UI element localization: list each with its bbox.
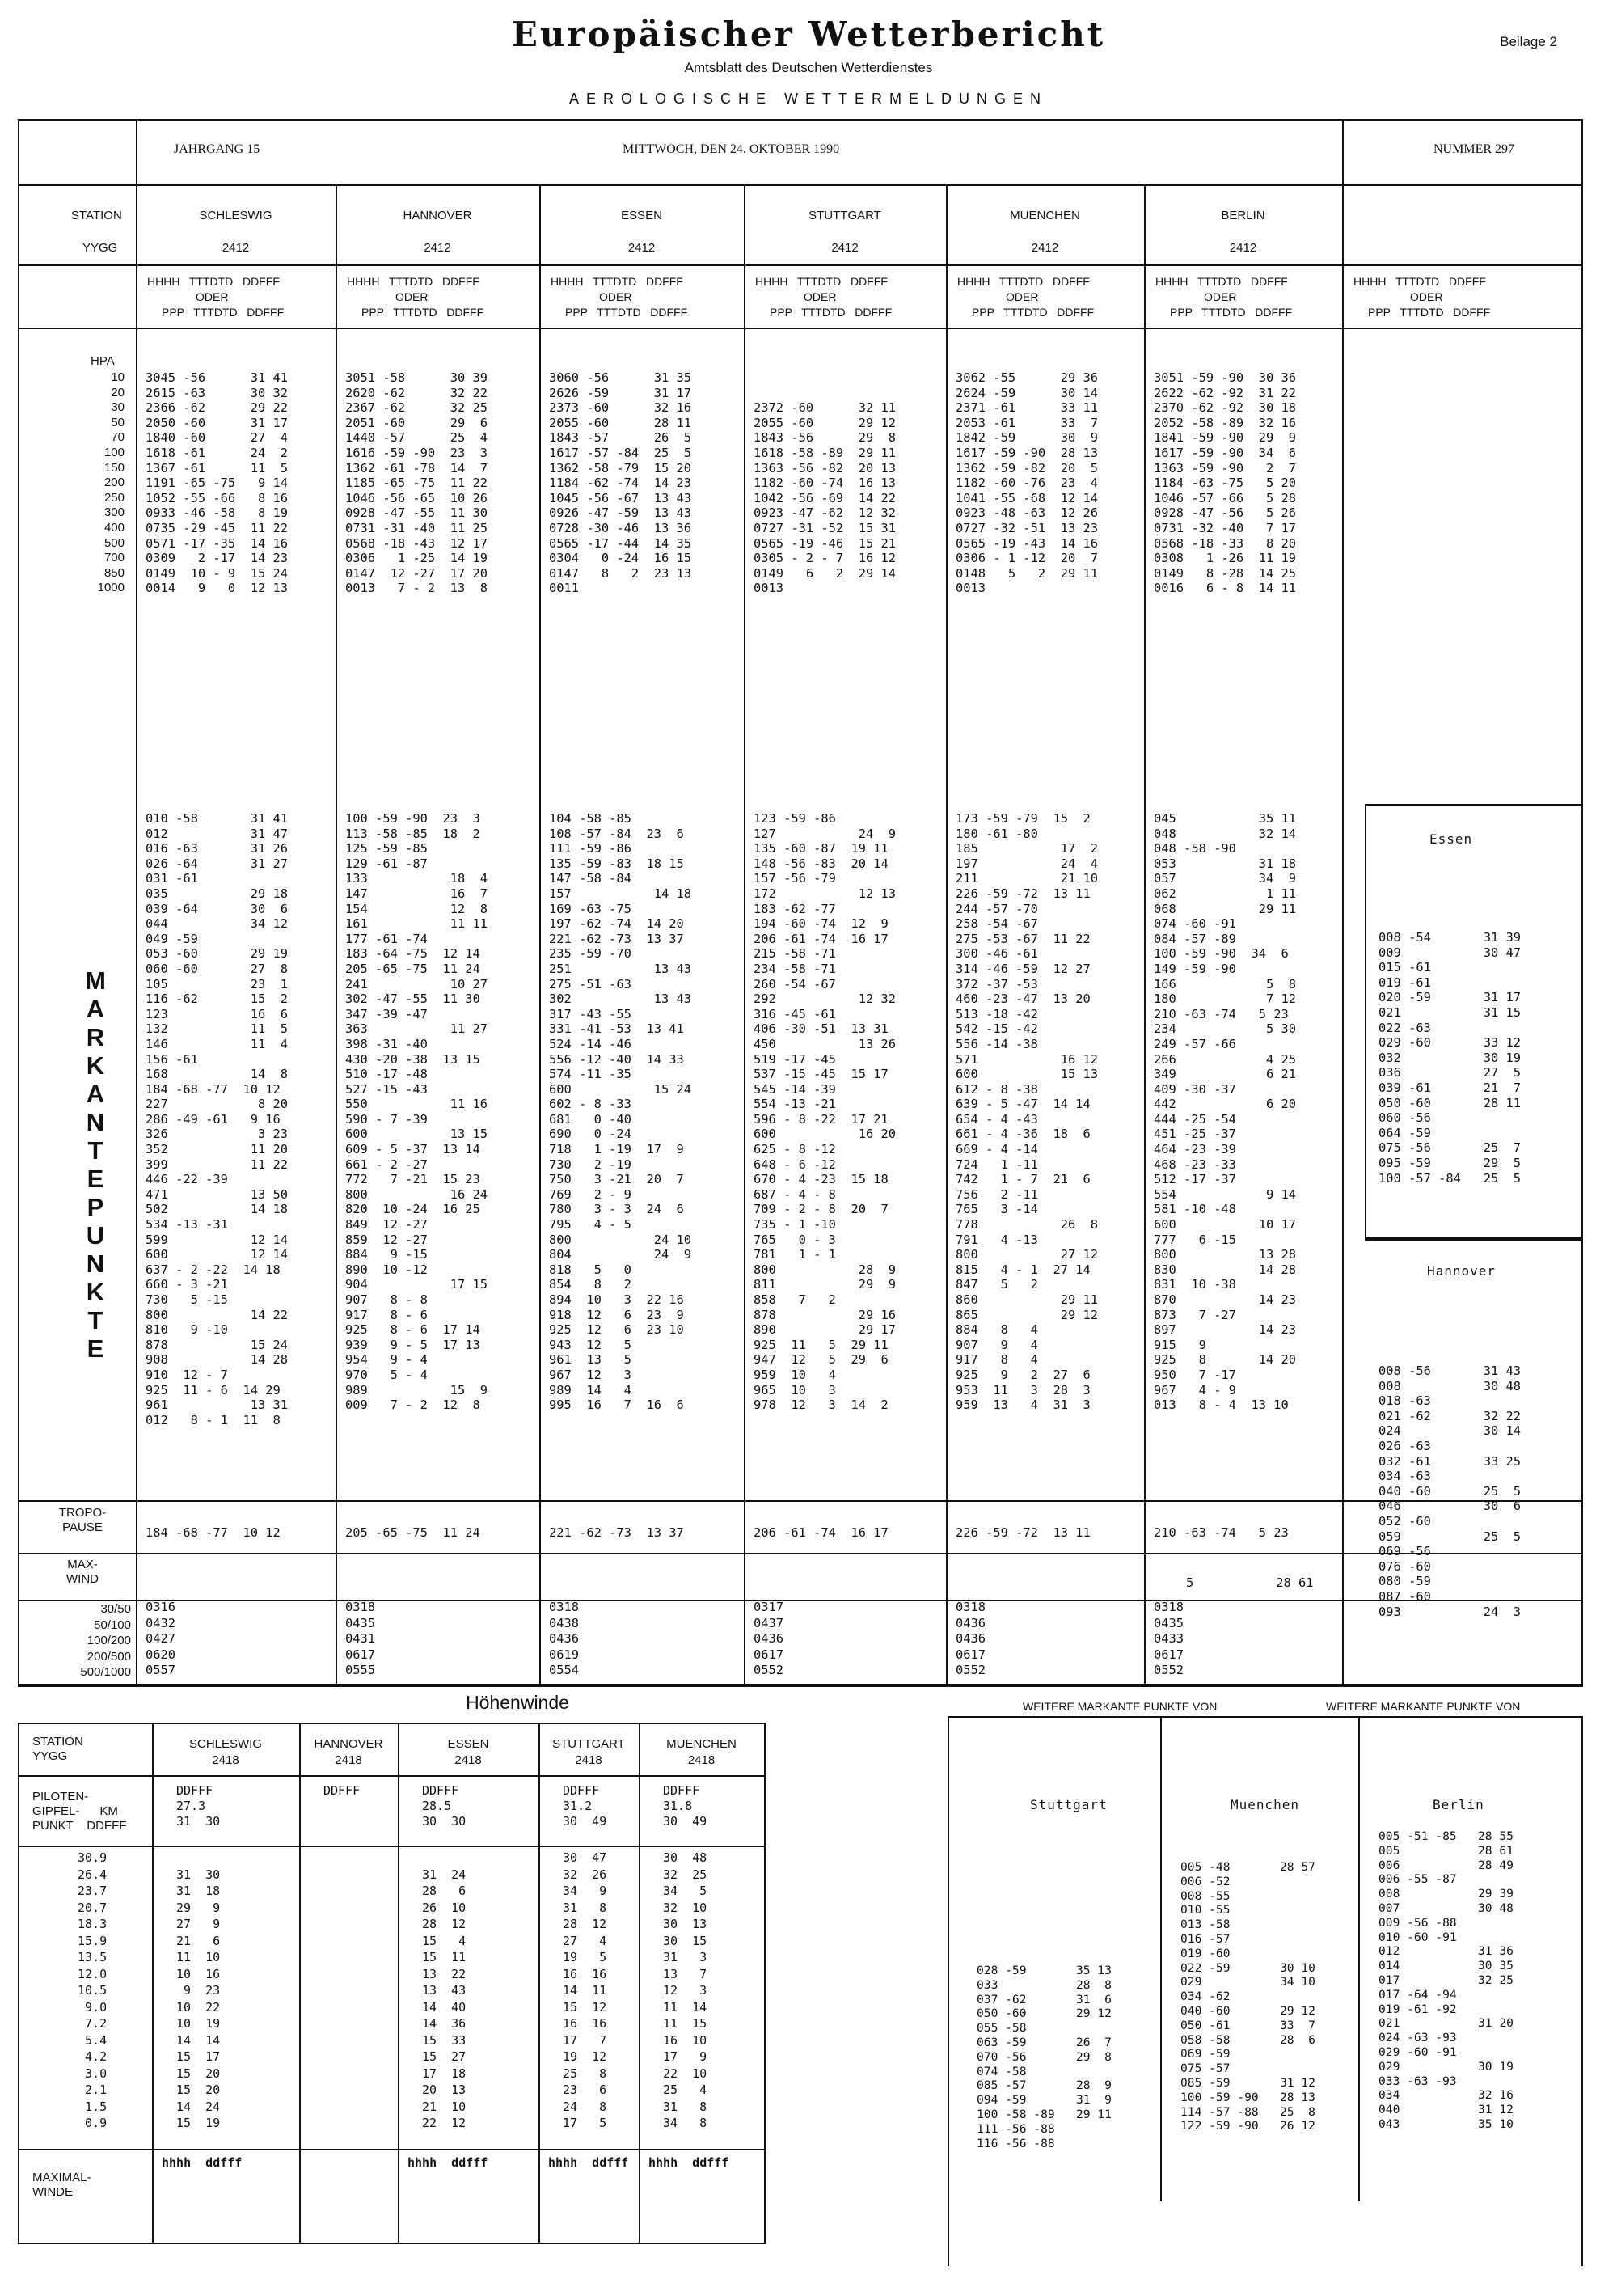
weitere-label-2: WEITERE MARKANTE PUNKTE VON: [1326, 1700, 1521, 1713]
hpa-level: 50: [111, 415, 125, 429]
station-label: STATION: [71, 209, 122, 222]
column-header-line3: PPP TTTDTD DDFFF: [1368, 306, 1491, 319]
hw-pilot-label: PILOTEN- GIPFEL- KM PUNKT DDFFF: [32, 1790, 127, 1833]
hpa-level: 200: [103, 476, 125, 490]
column-header-line2: ODER: [1204, 290, 1237, 303]
significant-points-data: 045 35 11 048 32 14 048 -58 -90 053 31 18 057 34 9 062 1 11 068 29 11 074 -60 -91 084 -57 -89 100 -59 -90 34 6 149 -59 -90 166 5 8 180 7 12 210 -63 -74 5 23 234 5 30 249 -57 -66 266 4 25 349 6 21 409 -30 -37 442 6 20 444 -25 -54 451 -25 -37 464 -23 -39 468 -23 -33 512 -17 -37 554 9 14 581 -10 -48 600 10 17 777 6 -15 800 13 28 830 14 28 831 10 -38 870 14 23 873 7 -27 897 14 23 915 9 925 8 14 20 950 7 -17 967 4 - 9 013 8 - 4 13 10: [1154, 811, 1297, 1413]
column-header-line3: PPP TTTDTD DDFFF: [361, 306, 484, 319]
tropopause-data: 206 -61 -74 16 17: [754, 1525, 889, 1540]
markante-letter: R: [86, 1023, 105, 1051]
tropopause-data: 226 -59 -72 13 11: [956, 1525, 1091, 1540]
station-name: MUENCHEN: [1010, 209, 1080, 222]
issue-number: NUMMER 297: [1433, 142, 1515, 156]
markante-punkte-label: [79, 966, 112, 1363]
column-header: [957, 274, 1138, 320]
layer-thickness-data: 0316 0432 0427 0620 0557: [146, 1600, 176, 1678]
hw-max-label: MAXIMAL- WINDE: [32, 2171, 91, 2199]
column-header: [755, 274, 939, 320]
markante-letter: K: [86, 1278, 105, 1306]
hw-peak-data: DDFFF: [323, 1783, 361, 1798]
maxwind-label: MAX- WIND: [66, 1558, 99, 1586]
column-header-line1: HHHH TTTDTD DDFFF: [147, 275, 280, 288]
column-header: [551, 274, 737, 320]
layer-thickness-data: 0318 0435 0431 0617 0555: [345, 1600, 376, 1678]
hw-wind-data: 30 47 32 26 34 9 31 8 28 12 27 4 19 5 16 16 14 11 15 12 16 16 17 7 19 12 25 8 23 6 24 8 17 5: [563, 1850, 607, 2130]
hw-station-yygg: 2418: [454, 1753, 482, 1767]
column-header-line2: ODER: [1410, 290, 1443, 303]
column-header-line1: HHHH TTTDTD DDFFF: [755, 275, 888, 288]
markante-letter: A: [86, 995, 105, 1023]
station-yygg: 2412: [424, 241, 451, 255]
standard-levels-data: 3062 -55 29 36 2624 -59 30 14 2371 -61 33 11 2053 -61 33 7 1842 -59 30 9 1617 -59 -90 28 13 1362 -59 -82 20 5 1182 -60 -76 23 4 1041 -55 -68 12 14 0923 -48 -63 12 26 0727 -32 -51 13 23 0565 -19 -43 14 16 0306 - 1 -12 20 7 0148 5 2 29 11 0013: [956, 370, 1099, 596]
column-header-line3: PPP TTTDTD DDFFF: [565, 306, 688, 319]
significant-points-data: 123 -59 -86 127 24 9 135 -60 -87 19 11 148 -56 -83 20 14 157 -56 -79 172 12 13 183 -62 -77 194 -60 -74 12 9 206 -61 -74 16 17 215 -58 -71 234 -58 -71 260 -54 -67 292 12 32 316 -45 -61 406 -30 -51 13 31 450 13 26 519 -17 -45 537 -15 -45 15 17 545 -14 -39 554 -13 -21 596 - 8 -22 17 21 600 16 20 625 - 8 -12 648 - 6 -12 670 - 4 -23 15 18 687 - 4 - 8 709 - 2 - 8 20 7 735 - 1 -10 765 0 - 3 781 1 - 1 800 28 9 811 29 9 858 7 2 878 29 16 890 29 17 925 11 5 29 11 947 12 5 29 6 959 10 4 965 10 3 978 12 3 14 2: [754, 811, 897, 1413]
hpa-level: 1000: [97, 581, 125, 595]
column-header-line2: ODER: [395, 290, 429, 303]
station-yygg: 2412: [831, 241, 859, 255]
hw-station-name: HANNOVER: [314, 1737, 383, 1751]
standard-levels-data: 3051 -58 30 39 2620 -62 32 22 2367 -62 32 25 2051 -60 29 6 1440 -57 25 4 1616 -59 -90 23 3 1362 -61 -78 14 7 1185 -65 -75 11 22 1046 -56 -65 10 26 0928 -47 -55 11 30 0731 -31 -40 11 25 0568 -18 -43 12 17 0306 1 -25 14 19 0147 12 -27 17 20 0013 7 - 2 13 8: [345, 370, 488, 596]
column-header-line2: ODER: [196, 290, 229, 303]
weitere-stuttgart-data: 028 -59 35 13 033 28 8 037 -62 31 6 050 -60 29 12 055 -58 063 -59 26 7 070 -56 29 8 074 -58 085 -57 28 9 094 -59 31 9 100 -58 -89 29 11 111 -56 -88 116 -56 -88: [977, 1964, 1112, 2150]
markante-letter: K: [86, 1051, 105, 1080]
hpa-levels: [78, 370, 125, 596]
markante-letter: T: [87, 1136, 103, 1165]
hw-station-yygg: 2418: [335, 1753, 362, 1767]
hw-wind-data: 31 30 31 18 29 9 27 9 21 6 11 10 10 16 9 23 10 22 10 19 14 14 15 17 15 20 15 20 14 24 15 19: [176, 1867, 221, 2130]
weitere-muenchen-title: Muenchen: [1231, 1797, 1300, 1812]
hw-peak-data: DDFFF 28.5 30 30: [422, 1783, 467, 1829]
hw-station-yygg: 2418: [575, 1753, 602, 1767]
side-box-hannover: [1365, 1237, 1583, 1239]
hw-station-label: STATION YYGG: [32, 1735, 83, 1763]
hw-levels: 30.9 26.4 23.7 20.7 18.3 15.9 13.5 12.0 10.5 9.0 7.2 5.4 4.2 3.0 2.1 1.5 0.9: [78, 1850, 108, 2130]
hw-max-data: hhhh ddfff: [648, 2155, 729, 2170]
hpa-level: 250: [103, 490, 125, 505]
station-name: BERLIN: [1221, 209, 1265, 222]
standard-levels-data: 3051 -59 -90 30 36 2622 -62 -92 31 22 2370 -62 -92 30 18 2052 -58 -89 32 16 1841 -59 -90 29 9 1617 -59 -90 34 6 1363 -59 -90 2 7 1184 -63 -75 5 20 1046 -57 -66 5 28 0928 -47 -56 5 26 0731 -32 -40 7 17 0568 -18 -33 8 20 0308 1 -26 11 19 0149 8 -28 14 25 0016 6 - 8 14 11: [1154, 370, 1297, 596]
column-header-line1: HHHH TTTDTD DDFFF: [551, 275, 683, 288]
column-header-empty: [1353, 274, 1577, 320]
column-header-line2: ODER: [1006, 290, 1039, 303]
column-header-line3: PPP TTTDTD DDFFF: [770, 306, 893, 319]
yygg-label: YYGG: [82, 241, 118, 255]
layer-thickness-data: 0318 0438 0436 0619 0554: [549, 1600, 580, 1678]
column-header-line1: HHHH TTTDTD DDFFF: [347, 275, 479, 288]
standard-levels-data: 2372 -60 32 11 2055 -60 29 12 1843 -56 29 8 1618 -58 -89 29 11 1363 -56 -82 20 13 1182 -60 -74 16 13 1042 -56 -69 14 22 0923 -47 -62 12 32 0727 -31 -52 15 31 0565 -19 -46 15 21 0305 - 2 - 7 16 12 0149 6 2 29 14 0013: [754, 400, 897, 596]
hpa-level: 70: [111, 430, 125, 445]
column-header-line1: HHHH TTTDTD DDFFF: [1155, 275, 1288, 288]
markante-letter: U: [86, 1221, 105, 1249]
hpa-level: 700: [103, 551, 125, 565]
tropopause-data: 184 -68 -77 10 12: [146, 1525, 281, 1540]
markante-letter: E: [87, 1165, 104, 1193]
station-name: STUTTGART: [808, 209, 881, 222]
hw-max-data: hhhh ddfff: [548, 2155, 629, 2170]
tropopause-label: TROPO- PAUSE: [58, 1506, 107, 1534]
hw-station-name: MUENCHEN: [666, 1737, 737, 1751]
side-hannover-data: 008 -56 31 43 008 30 48 018 -63 021 -62 32 22 024 30 14 026 -63 032 -61 33 25 034 -63 040 -60 25 5 046 30 6 052 -60 059 25 5 069 -56 076 -60 080 -59 087 -60 093 24 3: [1378, 1364, 1522, 1619]
hpa-level: 300: [103, 505, 125, 520]
station-name: SCHLESWIG: [199, 209, 272, 222]
maxwind-data: 5 28 61: [1186, 1575, 1314, 1590]
hw-peak-data: DDFFF 31.2 30 49: [563, 1783, 607, 1829]
hpa-level: 20: [111, 385, 125, 400]
station-yygg: 2412: [1229, 241, 1257, 255]
hpa-level: 10: [111, 370, 125, 384]
station-name: ESSEN: [621, 209, 662, 222]
significant-points-data: 100 -59 -90 23 3 113 -58 -85 18 2 125 -59 -85 129 -61 -87 133 18 4 147 16 7 154 12 8 161 11 11 177 -61 -74 183 -64 -75 12 14 205 -65 -75 11 24 241 10 27 302 -47 -55 11 30 347 -39 -47 363 11 27 398 -31 -40 430 -20 -38 13 15 510 -17 -48 527 -15 -43 550 11 16 590 - 7 -39 600 13 15 609 - 5 -37 13 14 661 - 2 -27 772 7 -21 15 23 800 16 24 820 10 -24 16 25 849 12 -27 859 12 -27 884 9 -15 890 10 -12 904 17 15 907 8 - 8 917 8 - 6 925 8 - 6 17 14 939 9 - 5 17 13 954 9 - 4 970 5 - 4 989 15 9 009 7 - 2 12 8: [345, 811, 488, 1413]
volume-label: JAHRGANG 15: [174, 142, 260, 156]
section-title: AEROLOGISCHE WETTERMELDUNGEN: [568, 91, 1049, 107]
side-hannover-title: Hannover: [1427, 1263, 1497, 1279]
column-header-line3: PPP TTTDTD DDFFF: [972, 306, 1095, 319]
hw-station-name: ESSEN: [447, 1737, 489, 1751]
weitere-muenchen-data: 005 -48 28 57 006 -52 008 -55 010 -55 013 -58 016 -57 019 -60 022 -59 30 10 029 34 10 034 -62 040 -60 29 12 050 -61 33 7 058 -58 28 6 069 -59 075 -57 085 -59 31 12 100 -59 -90 28 13 114 -57 -88 25 8 122 -59 -90 26 12: [1180, 1860, 1315, 2133]
column-header-line1: HHHH TTTDTD DDFFF: [1353, 275, 1486, 288]
tropopause-data: 205 -65 -75 11 24: [345, 1525, 480, 1540]
supplement-label: Beilage 2: [1500, 34, 1557, 49]
column-header-line2: ODER: [804, 290, 837, 303]
column-header: [347, 274, 533, 320]
markante-letter: T: [87, 1306, 103, 1334]
layer-thickness-data: 0318 0436 0436 0617 0552: [956, 1600, 986, 1678]
station-yygg: 2412: [1031, 241, 1059, 255]
hw-station-name: SCHLESWIG: [188, 1737, 262, 1751]
weitere-stuttgart-title: Stuttgart: [1030, 1797, 1108, 1812]
column-header-line2: ODER: [599, 290, 632, 303]
side-essen-title: Essen: [1429, 831, 1473, 847]
hw-wind-data: 31 24 28 6 26 10 28 12 15 4 15 11 13 22 13 43 14 40 14 36 15 33 15 27 17 18 20 13 21 10 22 12: [422, 1867, 467, 2130]
layer-labels: 30/50 50/100 100/200 200/500 500/1000: [80, 1602, 131, 1680]
hw-max-data: hhhh ddfff: [407, 2155, 488, 2170]
hpa-level: 150: [103, 460, 125, 475]
column-header: [147, 274, 329, 320]
weitere-berlin-title: Berlin: [1433, 1797, 1484, 1812]
report-subtitle: Amtsblatt des Deutschen Wetterdienstes: [684, 60, 933, 75]
weitere-berlin-data: 005 -51 -85 28 55 005 28 61 006 28 49 006 -55 -87 008 29 39 007 30 48 009 -56 -88 010 -60 -91 012 31 36 014 30 35 017 32 25 017 -64 -94 019 -61 -92 021 31 20 024 -63 -93 029 -60 -91 029 30 19 033 -63 -93 034 32 16 040 31 12 043 35 10: [1378, 1829, 1514, 2131]
hw-wind-data: 30 48 32 25 34 5 32 10 30 13 30 15 31 3 13 7 12 3 11 14 11 15 16 10 17 9 22 10 25 4 31 8 34 8: [663, 1850, 707, 2130]
hpa-label: HPA: [91, 354, 115, 368]
markante-letter: N: [86, 1249, 105, 1278]
layer-thickness-data: 0317 0437 0436 0617 0552: [754, 1600, 784, 1678]
significant-points-data: 173 -59 -79 15 2 180 -61 -80 185 17 2 197 24 4 211 21 10 226 -59 -72 13 11 244 -57 -70 258 -54 -67 275 -53 -67 11 22 300 -46 -61 314 -46 -59 12 27 372 -37 -53 460 -23 -47 13 20 513 -18 -42 542 -15 -42 556 -14 -38 571 16 12 600 15 13 612 - 8 -38 639 - 5 -47 14 14 654 - 4 -43 661 - 4 -36 18 6 669 - 4 -14 724 1 -11 742 1 - 7 21 6 756 2 -11 765 3 -14 778 26 8 791 4 -13 800 27 12 815 4 - 1 27 14 847 5 2 860 29 11 865 29 12 884 8 4 907 9 4 917 8 4 925 9 2 27 6 953 11 3 28 3 959 13 4 31 3: [956, 811, 1099, 1413]
hpa-level: 500: [103, 535, 125, 550]
hw-station-yygg: 2418: [687, 1753, 716, 1767]
station-name: HANNOVER: [403, 209, 472, 222]
hpa-level: 100: [103, 445, 125, 459]
weitere-label-1: WEITERE MARKANTE PUNKTE VON: [1023, 1700, 1218, 1713]
station-yygg: 2412: [222, 241, 250, 255]
tropopause-data: 221 -62 -73 13 37: [549, 1525, 684, 1540]
hpa-level: 400: [103, 520, 125, 535]
side-essen-data: 008 -54 31 39 009 30 47 015 -61 019 -61 020 -59 31 17 021 31 15 022 -63 029 -60 33 12 032 30 19 036 27 5 039 -61 21 7 050 -60 28 11 060 -56 064 -59 075 -56 25 7 095 -59 29 5 100 -57 -84 25 5: [1378, 930, 1522, 1186]
tropopause-data: 210 -63 -74 5 23: [1154, 1525, 1289, 1540]
layer-thickness-data: 0318 0435 0433 0617 0552: [1154, 1600, 1184, 1678]
column-header-line1: HHHH TTTDTD DDFFF: [957, 275, 1090, 288]
column-header-line3: PPP TTTDTD DDFFF: [1170, 306, 1293, 319]
hpa-level: 30: [111, 400, 125, 415]
hw-station-name: STUTTGART: [552, 1737, 625, 1751]
issue-date: MITTWOCH, DEN 24. OKTOBER 1990: [623, 142, 840, 156]
markante-letter: P: [87, 1193, 104, 1221]
report-title: Europäischer Wetterbericht: [511, 15, 1106, 54]
standard-levels-data: 3045 -56 31 41 2615 -63 30 32 2366 -62 29 22 2050 -60 31 17 1840 -60 27 4 1618 -61 24 2 1367 -61 11 5 1191 -65 -75 9 14 1052 -55 -66 8 16 0933 -46 -58 8 19 0735 -29 -45 11 22 0571 -17 -35 14 16 0309 2 -17 14 23 0149 10 - 9 15 24 0014 9 0 12 13: [146, 370, 289, 596]
markante-letter: A: [86, 1080, 105, 1108]
column-header: [1155, 274, 1336, 320]
column-header-line3: PPP TTTDTD DDFFF: [162, 306, 285, 319]
hoehenwinde-title: Höhenwinde: [466, 1692, 569, 1713]
station-yygg: 2412: [627, 241, 656, 255]
hpa-level: 850: [103, 565, 125, 580]
markante-letter: N: [86, 1108, 105, 1136]
significant-points-data: 010 -58 31 41 012 31 47 016 -63 31 26 026 -64 31 27 031 -61 035 29 18 039 -64 30 6 044 34 12 049 -59 053 -60 29 19 060 -60 27 8 105 23 1 116 -62 15 2 123 16 6 132 11 5 146 11 4 156 -61 168 14 8 184 -68 -77 10 12 227 8 20 286 -49 -61 9 16 326 3 23 352 11 20 399 11 22 446 -22 -39 471 13 50 502 14 18 534 -13 -31 599 12 14 600 12 14 637 - 2 -22 14 18 660 - 3 -21 730 5 -15 800 14 22 810 9 -10 878 15 24 908 14 28 910 12 - 7 925 11 - 6 14 29 961 13 31 012 8 - 1 11 8: [146, 811, 289, 1427]
significant-points-data: 104 -58 -85 108 -57 -84 23 6 111 -59 -86 135 -59 -83 18 15 147 -58 -84 157 14 18 169 -63 -75 197 -62 -74 14 20 221 -62 -73 13 37 235 -59 -70 251 13 43 275 -51 -63 302 13 43 317 -43 -55 331 -41 -53 13 41 524 -14 -46 556 -12 -40 14 33 574 -11 -35 600 15 24 602 - 8 -33 681 0 -40 690 0 -24 718 1 -19 17 9 730 2 -19 750 3 -21 20 7 769 2 - 9 780 3 - 3 24 6 795 4 - 5 800 24 10 804 24 9 818 5 0 854 8 2 894 10 3 22 16 918 12 6 23 9 925 12 6 23 10 943 12 5 961 13 5 967 12 3 989 14 4 995 16 7 16 6: [549, 811, 692, 1413]
markante-letter: E: [87, 1334, 104, 1363]
hw-peak-data: DDFFF 27.3 31 30: [176, 1783, 221, 1829]
hw-peak-data: DDFFF 31.8 30 49: [663, 1783, 707, 1829]
hw-station-yygg: 2418: [212, 1753, 239, 1767]
standard-levels-data: 3060 -56 31 35 2626 -59 31 17 2373 -60 32 16 2055 -60 28 11 1843 -57 26 5 1617 -57 -84 25 5 1362 -58 -79 15 20 1184 -62 -74 14 23 1045 -56 -67 13 43 0926 -47 -59 13 43 0728 -30 -46 13 36 0565 -17 -44 14 35 0304 0 -24 16 15 0147 8 2 23 13 0011: [549, 370, 692, 596]
hw-max-data: hhhh ddfff: [162, 2155, 243, 2170]
markante-letter: M: [85, 966, 106, 995]
